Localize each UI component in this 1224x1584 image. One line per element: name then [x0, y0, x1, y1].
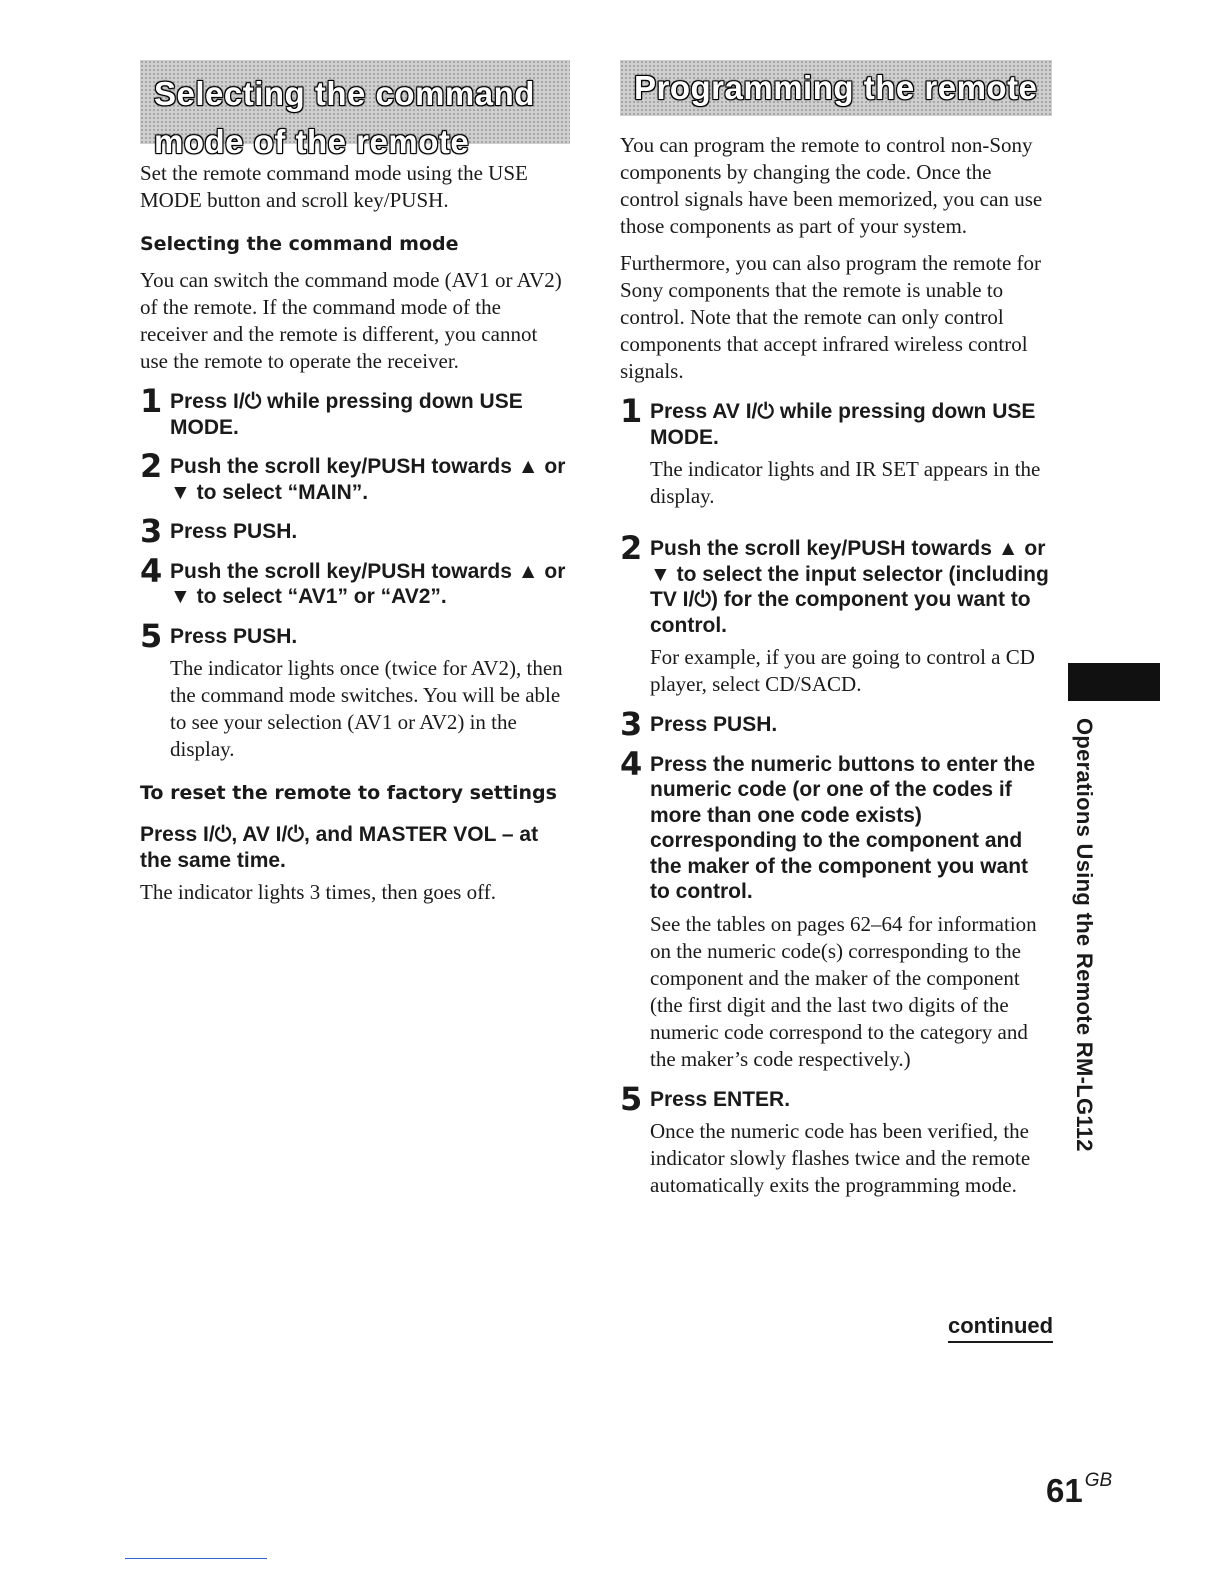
step-number: 1: [140, 382, 163, 420]
page-number-value: 61: [1046, 1472, 1083, 1509]
section-tab-marker: [1068, 663, 1160, 701]
continued-label: continued: [948, 1313, 1053, 1343]
step-number: 5: [620, 1079, 643, 1118]
page-number: [1046, 1470, 1112, 1510]
programming-paragraph-2: Furthermore, you can also program the remote for Sony components that the remote is unable to control. Note that the remote can only control components that accept infrared wireless control signals.: [620, 251, 1042, 383]
step-heading: Push the scroll key/PUSH towards ▲ or ▼ to select the input selector (including TV I/⏻) for the component you want to control.: [650, 537, 1049, 637]
step-number: 5: [140, 616, 163, 655]
step-number: 2: [140, 447, 163, 485]
step-number: 2: [620, 529, 643, 567]
left-column: [140, 60, 570, 916]
step-heading: Press ENTER.: [650, 1087, 791, 1111]
step-description: The indicator lights once (twice for AV2), then the command mode switches. You will be able to see your selection (AV1 or AV2) in the display.: [170, 656, 563, 761]
command-mode-paragraph: You can switch the command mode (AV1 or AV2) of the remote. If the command mode of the receiver and the remote is different, you cannot use the remote to operate the receiver.: [140, 268, 562, 373]
step-heading: Press the numeric buttons to enter the numeric code (or one of the codes if more than one code exists) corresponding to the component and the maker of the component you want to control.: [650, 752, 1036, 903]
step-5: [620, 1079, 1052, 1200]
step-1: [140, 382, 570, 440]
step-2: [140, 447, 570, 505]
right-column: [620, 60, 1052, 1209]
programming-paragraph-1: You can program the remote to control non-Sony components by changing the code. Once the control signals have been memorized, you can use those components as part of your system.: [620, 133, 1043, 238]
step-description: Once the numeric code has been verified, the indicator slowly flashes twice and the remote automatically exits the programming mode.: [650, 1119, 1031, 1197]
footer-rule: [125, 1558, 267, 1559]
section-title-banner: [620, 60, 1052, 116]
step-heading: Press PUSH.: [170, 520, 298, 543]
reset-instruction: Press I/⏻, AV I/⏻, and MASTER VOL – at the same time.: [140, 823, 539, 872]
step-description: For example, if you are going to control a CD player, select CD/SACD.: [650, 645, 1035, 696]
side-section-label: Operations Using the Remote RM-LG112: [1072, 718, 1097, 1152]
step-heading: Press I/⏻ while pressing down USE MODE.: [170, 390, 523, 439]
step-3: [140, 512, 570, 550]
step-5: [140, 616, 570, 764]
step-heading: Push the scroll key/PUSH towards ▲ or ▼ to select “AV1” or “AV2”.: [170, 559, 566, 608]
reset-description: The indicator lights 3 times, then goes off.: [140, 880, 496, 904]
page-number-suffix: GB: [1084, 1470, 1113, 1491]
step-heading: Press AV I/⏻ while pressing down USE MODE.: [650, 400, 1036, 449]
subheading-reset: To reset the remote to factory settings: [140, 782, 557, 804]
section-title: Programming the remote: [634, 69, 1038, 106]
step-2: [620, 529, 1052, 698]
step-1: [620, 392, 1052, 510]
step-heading: Press PUSH.: [650, 713, 778, 736]
step-number: 4: [140, 551, 163, 590]
step-number: 1: [620, 392, 643, 430]
step-3: [620, 705, 1052, 743]
step-description: See the tables on pages 62–64 for information on the numeric code(s) corresponding to the component and the maker of the component (the first digit and the last two digits of the numeric code correspond to the category and the maker’s code respectively.): [650, 911, 1037, 1071]
section-title-banner: [140, 60, 570, 160]
section-title: Selecting the command mode of the remote: [154, 75, 535, 160]
step-description: The indicator lights and IR SET appears in the display.: [650, 457, 1041, 508]
step-number: 3: [620, 705, 643, 743]
step-number: 3: [140, 512, 163, 550]
subheading-command-mode: Selecting the command mode: [140, 233, 459, 255]
step-4: [140, 551, 570, 610]
intro-paragraph: Set the remote command mode using the USE MODE button and scroll key/PUSH.: [140, 161, 528, 212]
step-number: 4: [620, 744, 643, 783]
step-heading: Push the scroll key/PUSH towards ▲ or ▼ to select “MAIN”.: [170, 455, 566, 504]
step-heading: Press PUSH.: [170, 624, 298, 648]
step-4: [620, 744, 1052, 1073]
